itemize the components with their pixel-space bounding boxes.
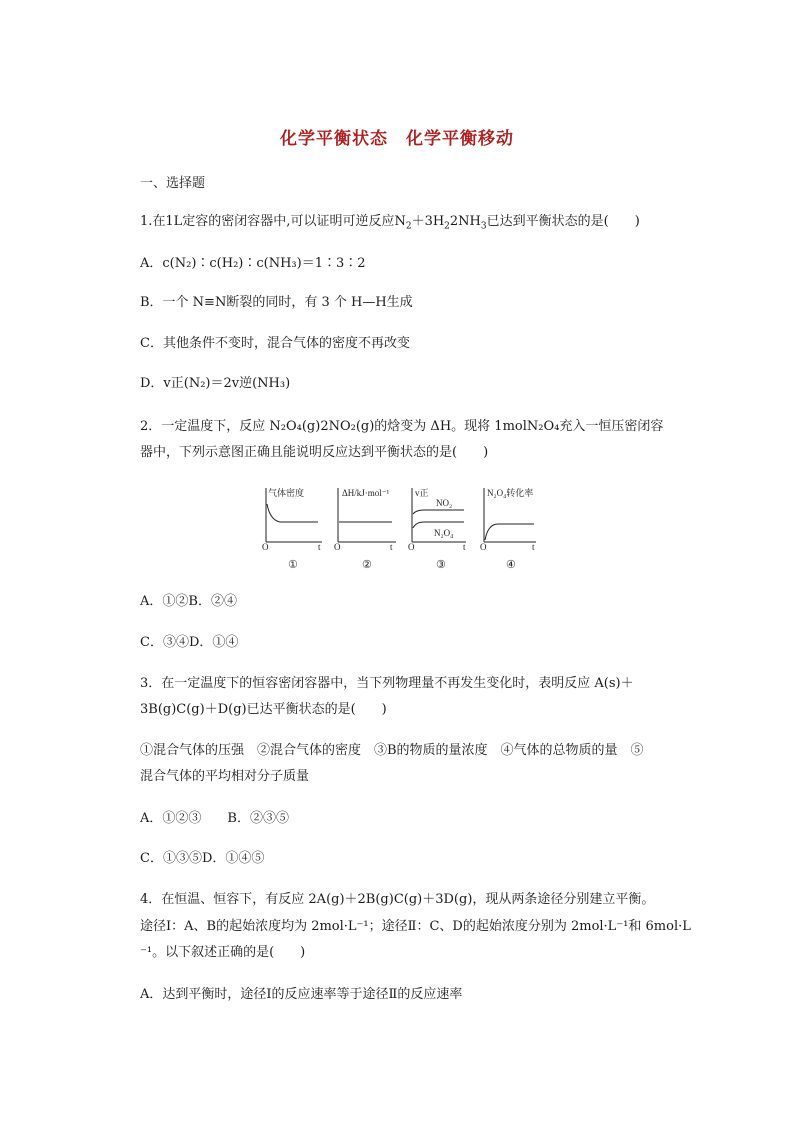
figure-2-t: t <box>390 542 393 552</box>
q3-option-line2: C．①③⑤D．①④⑤ <box>140 851 265 866</box>
figure-2-ylabel: ΔH/kJ·mol⁻¹ <box>342 488 390 498</box>
figure-4-ylabel: N₂O₄转化率 <box>487 488 534 498</box>
q1-sub-3: 3 <box>480 221 487 232</box>
q1-stem-part-c: 2NH <box>449 214 481 229</box>
figure-4-number: ④ <box>506 559 516 571</box>
q3-items-line2: 混合气体的平均相对分子质量 <box>140 769 310 784</box>
q4-stem-line2: 途径Ⅰ：A、B的起始浓度均为 2mol·L⁻¹；途径Ⅱ：C、D的起始浓度分别为 2mol·L⁻¹和 6mol·L <box>140 919 691 934</box>
q1-sub-2b: 2 <box>444 221 450 232</box>
q3-stem-line2: 3B(g)C(g)＋D(g)已达平衡状态的是( ) <box>140 702 387 717</box>
figure-3-t: t <box>463 542 466 552</box>
figure-1-ylabel: 气体密度 <box>268 488 305 498</box>
figure-2-origin: O <box>334 542 341 552</box>
q3-items-line1: ①混合气体的压强 ②混合气体的密度 ③B的物质的量浓度 ④气体的总物质的量 ⑤ <box>140 743 644 758</box>
q1-stem-part-b: ＋3H <box>411 214 445 229</box>
q3-option-line1: A．①②③ B．②③⑤ <box>140 811 289 826</box>
figure-2-enthalpy-graph <box>334 488 396 552</box>
figure-1-t: t <box>318 542 321 552</box>
figure-3-curve-no2: NO₂ <box>436 498 453 508</box>
page-title: 化学平衡状态 化学平衡移动 <box>280 129 514 149</box>
figure-2-number: ② <box>362 559 372 571</box>
q2-option-line1: A．①②B．②④ <box>140 594 237 609</box>
q4-stem-line1: 4．在恒温、恒容下，有反应 2A(g)＋2B(g)C(g)＋3D(g)，现从两条途径分别建立平衡。 <box>140 892 655 907</box>
q1-sub-2a: 2 <box>405 221 412 232</box>
q1-option-d: D．v正(N₂)＝2v逆(NH₃) <box>140 376 291 391</box>
figure-3-number: ③ <box>436 559 446 571</box>
question-1-stem <box>140 214 640 235</box>
figure-1-density-graph <box>262 487 322 552</box>
q1-option-a: A．c(N₂)∶c(H₂)∶c(NH₃)＝1∶3∶2 <box>140 256 366 271</box>
figure-1-number: ① <box>288 559 298 571</box>
figure-1-origin: O <box>262 542 269 552</box>
q4-stem-line3: ⁻¹。以下叙述正确的是( ) <box>140 945 306 960</box>
q2-option-line2: C．③④D．①④ <box>140 635 239 650</box>
figure-4-conversion-graph <box>480 487 536 552</box>
q2-stem-line1: 2．一定温度下，反应 N₂O₄(g)2NO₂(g)的焓变为 ΔH。现将 1molN₂O₄充入一恒压密闭容 <box>140 419 664 434</box>
q3-stem-line1: 3．在一定温度下的恒容密闭容器中，当下列物理量不再发生变化时，表明反应 A(s)＋ <box>140 676 634 691</box>
figure-3-rate-graph <box>408 488 466 552</box>
q2-figures <box>258 484 538 572</box>
q4-option-a: A．达到平衡时，途径Ⅰ的反应速率等于途径Ⅱ的反应速率 <box>140 987 463 1002</box>
section-heading: 一、选择题 <box>140 176 206 191</box>
q1-stem-part-a: 1.在1L定容的密闭容器中,可以证明可逆反应N <box>140 214 406 229</box>
figure-3-ylabel: v正 <box>415 488 429 498</box>
q1-option-b: B．一个 N≡N断裂的同时，有 3 个 H—H生成 <box>140 295 413 310</box>
figure-3-origin: O <box>408 542 415 552</box>
figure-4-t: t <box>532 542 535 552</box>
q2-stem-line2: 器中，下列示意图正确且能说明反应达到平衡状态的是( ) <box>140 445 489 460</box>
figure-4-origin: O <box>480 542 487 552</box>
q1-option-c: C．其他条件不变时，混合气体的密度不再改变 <box>140 336 410 351</box>
figure-3-curve-n2o4: N₂O₄ <box>434 528 454 538</box>
q1-stem-part-d: 已达到平衡状态的是( ) <box>486 214 640 229</box>
